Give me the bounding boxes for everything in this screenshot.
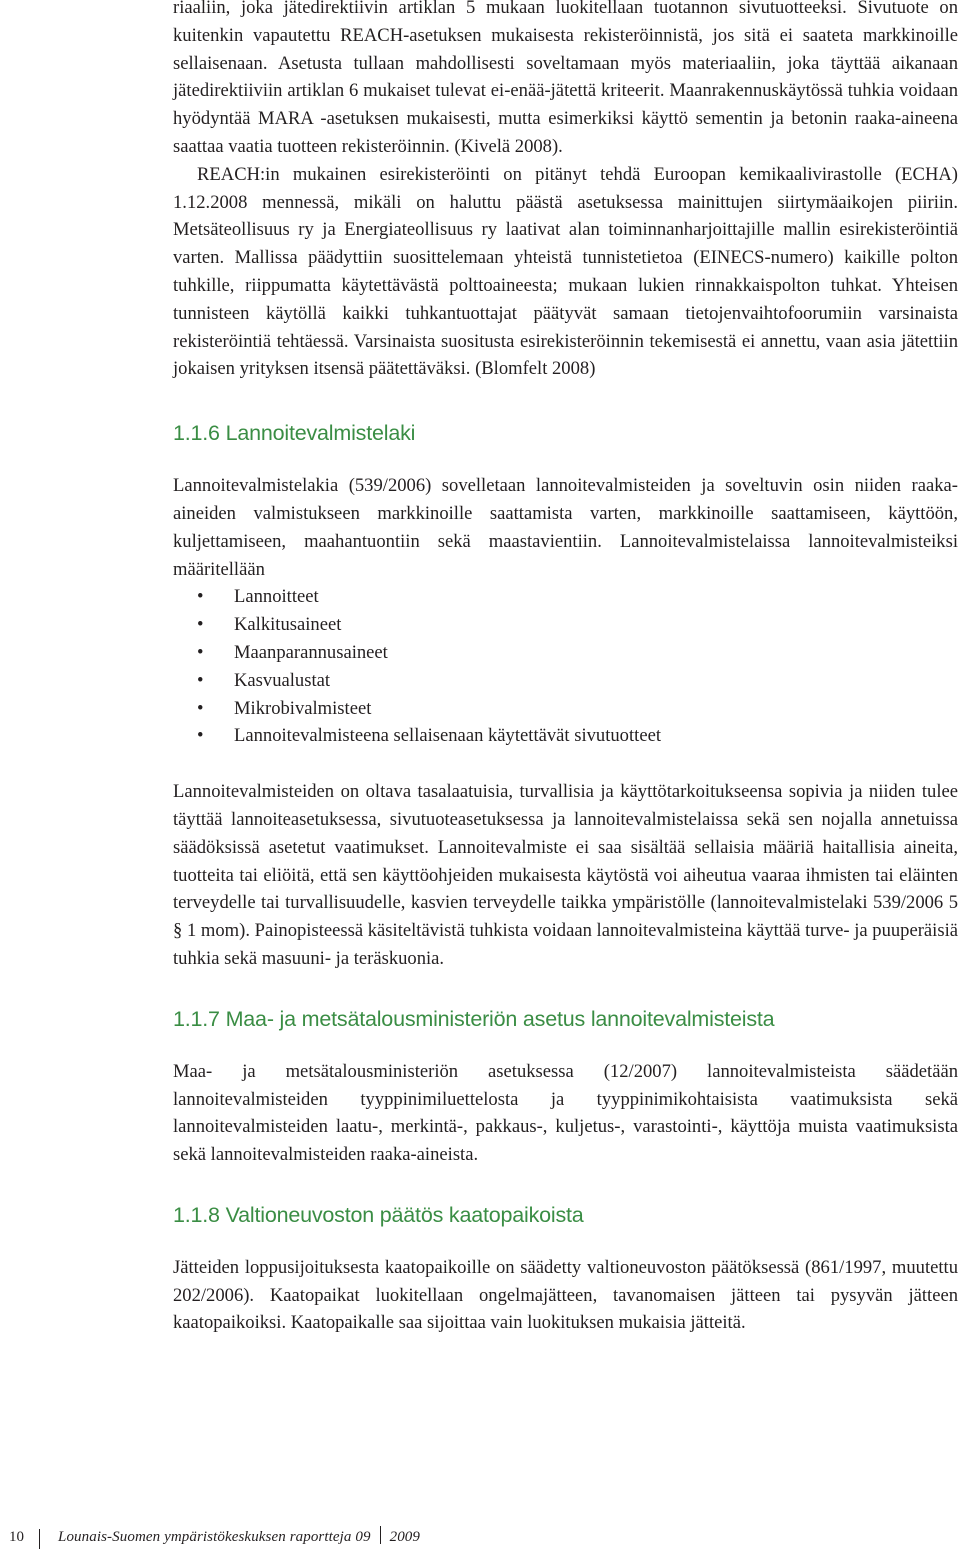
paragraph-lannoitevalmistelaki-intro: Lannoitevalmistelakia (539/2006) sovelletaan lannoitevalmisteiden ja soveltuvin osin niiden raaka-aineiden valmistukseen markkinoille saattamista varten, markkinoille saattamiseen, käyttöön, kuljettamiseen, maahantuontiin sekä maastavientiin. Lannoitevalmistelaissa lannoitevalmisteiksi määritellään	[173, 475, 958, 580]
footer-separator	[380, 1526, 381, 1544]
section-heading-1-1-7: 1.1.7 Maa- ja metsätalousministeriön asetus lannoitevalmisteista	[173, 1006, 775, 1031]
paragraph-reach-esirekisterointi: REACH:in mukainen esirekisteröinti on pitänyt tehdä Euroopan kemikaalivirastolle (ECHA) 1.12.2008 mennessä, mikäli on haluttu päästä asetuksessa mainittujen siirtymäaikojen piiriin. Metsäteollisuus ry ja Energiateollisuus ry laativat alan toiminnanharjoittajille mallin esirekisteröintiä varten. Mallissa päädyttiin suosittelemaan yhteistä tunnistetietoa (EINECS-numero) kaikille polton tuhkille, riippumatta käytettävästä polttoaineesta; mukaan lukien rinnakkaispolton tuhkat. Yhteisen tunnisteen käytöllä kaikki tuhkantuottajat päätyvät samaan tietojenvaihtofoorumiin varsinaista rekisteröintiä tehtäessä. Varsinaista suositusta esirekisteröinnin tekemisestä ei annettu, vaan asia jätettiin jokaisen yrityksen itsensä päätettäväksi. (Blomfelt 2008)	[173, 163, 958, 380]
footer-year: 2009	[389, 1529, 420, 1545]
section-heading-1-1-6: 1.1.6 Lannoitevalmistelaki	[173, 421, 416, 446]
section-heading-1-1-8: 1.1.8 Valtioneuvoston päätös kaatopaikoista	[173, 1202, 584, 1227]
list-item: • Maanparannusaineet	[173, 639, 958, 667]
list-item: • Lannoitevalmisteena sellaisenaan käytettävät sivutuotteet	[173, 722, 958, 750]
list-item: • Kalkitusaineet	[173, 611, 958, 639]
bullet-icon: •	[197, 669, 204, 691]
bullet-icon: •	[197, 586, 204, 608]
paragraph-reach-sivutuote: riaaliin, joka jätedirektiivin artiklan 5 mukaan luokitellaan tuotannon sivutuotteeksi. Sivutuote on kuitenkin vapautettu REACH-asetuksen mukaisesta rekisteröinnistä, jos sitä ei saateta markkinoille sellaisenaan. Asetusta tullaan mahdollisesti soveltamaan myös materiaaliin, joka täyttää aikanaan jätedirektiiviin artiklan 6 mukaiset tulevat ei-enää-jätettä kriteerit. Maanrakennuskäytössä tuhkia voidaan hyödyntää MARA -asetuksen mukaisesti, mutta esimerkiksi käyttö sementin ja betonin raaka-aineena saattaa vaatia tuotteen rekisteröinnin. (Kivelä 2008).	[173, 0, 958, 157]
footer-divider	[39, 1529, 40, 1549]
page-body	[173, 0, 958, 1337]
bullet-icon: •	[197, 697, 204, 719]
list-item: • Kasvualustat	[173, 667, 958, 695]
list-item: • Mikrobivalmisteet	[173, 695, 958, 723]
page-number: 10	[9, 1529, 24, 1545]
paragraph-lannoitevalmiste-vaatimukset: Lannoitevalmisteiden on oltava tasalaatuisia, turvallisia ja käyttötarkoitukseensa sopivia ja niiden tulee täyttää lannoiteasetuksessa, sivutuoteasetuksessa ja lannoitevalmistelaissa sekä sen nojalla annetuissa säädöksissä asetetut vaatimukset. Lannoitevalmiste ei saa sisältää sellaisia määriä haitallisia aineita, tuotteita tai eliöitä, että sen käyttöohjeiden mukaisesta käytöstä voi aiheutua vaaraa ihmisten tai eläinten terveydelle tai turvallisuudelle, kasvien terveydelle taikka ympäristölle (lannoitevalmistelaki 539/2006 5 § 1 mom). Painopisteessä käsiteltävistä tuhkista voidaan lannoitevalmisteina käyttää turve- ja puuperäisiä tuhkia sekä masuuni- ja teräskuonia.	[173, 781, 958, 969]
footer-series-title	[58, 1526, 420, 1548]
lannoitevalmiste-list	[173, 583, 958, 750]
list-item: • Lannoitteet	[173, 583, 958, 611]
bullet-icon: •	[197, 614, 204, 636]
footer-series-name: Lounais-Suomen ympäristökeskuksen raportteja 09	[58, 1529, 371, 1545]
paragraph-kaatopaikat: Jätteiden loppusijoituksesta kaatopaikoille on säädetty valtioneuvoston päätöksessä (861/1997, muutettu 202/2006). Kaatopaikat luokitellaan ongelmajätteen, tavanomaisen jätteen tai pysyvän jätteen kaatopaikoiksi. Kaatopaikalle saa sijoittaa vain luokituksen mukaisia jätteitä.	[173, 1256, 958, 1334]
bullet-icon: •	[197, 641, 204, 663]
bullet-icon: •	[197, 725, 204, 747]
paragraph-mmm-asetus: Maa- ja metsätalousministeriön asetuksessa (12/2007) lannoitevalmisteista säädetään lannoitevalmisteiden tyyppinimiluettelosta ja tyyppinimikohtaisista vaatimuksista sekä lannoitevalmisteiden laatu-, merkintä-, pakkaus-, kuljetus-, varastointi-, käyttöja muista vaatimuksista sekä lannoitevalmisteiden raaka-aineista.	[173, 1060, 958, 1166]
page-footer	[0, 1526, 960, 1550]
